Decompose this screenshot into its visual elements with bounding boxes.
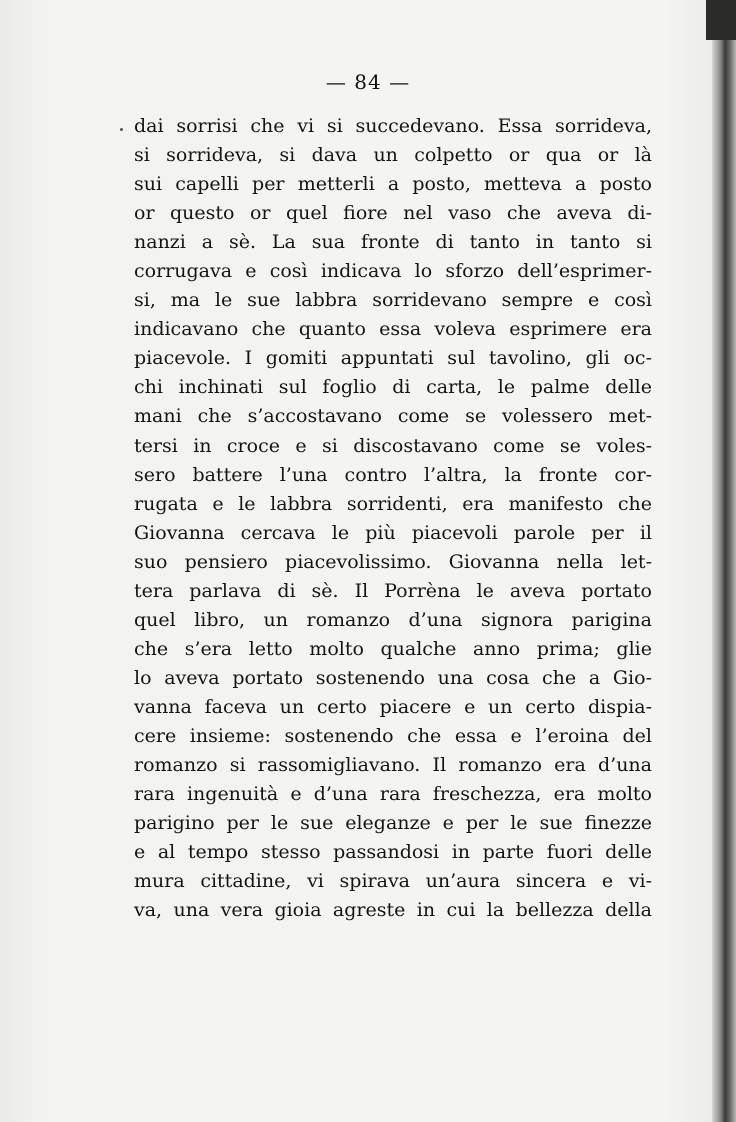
text-line: si, ma le sue labbra sorridevano sempre e così [134,289,652,312]
text-line: romanzo si rassomigliavano. Il romanzo era d’una [134,754,652,777]
text-line: dai sorrisi che vi si succedevano. Essa sorrideva, [134,115,652,137]
text-line: parigino per le sue eleganze e per le sue finezze [134,812,652,835]
text-line: lo aveva portato sostenendo una cosa che a Gio- [134,666,652,689]
scan-binding-edge [712,0,736,1122]
text-line: corrugava e così indicava lo sforzo dell’esprimer- [134,260,652,283]
text-line: va, una vera gioia agreste in cui la bellezza della [134,899,652,922]
text-line: tera parlava di sè. Il Porrèna le aveva portato [134,579,652,602]
text-line: suo pensiero piacevolissimo. Giovanna nella let- [134,550,652,573]
text-line: sero battere l’una contro l’altra, la fronte cor- [134,463,652,486]
text-line: cere insieme: sostenendo che essa e l’eroina del [134,724,652,747]
body-text [134,112,652,925]
text-line: chi inchinati sul foglio di carta, le palme delle [134,376,652,399]
text-line: si sorrideva, si dava un colpetto or qua or là [134,144,652,167]
text-line: quel libro, un romanzo d’una signora parigina [134,608,652,631]
text-line: nanzi a sè. La sua fronte di tanto in tanto si [134,231,652,254]
text-line: che s’era letto molto qualche anno prima; glie [134,637,652,660]
text-line: tersi in croce e si discostavano come se voles- [134,434,652,457]
scan-speck [120,128,123,131]
scan-corner-shadow [706,0,736,40]
text-line: Giovanna cercava le più piacevoli parole per il [134,521,652,544]
text-line: piacevole. I gomiti appuntati sul tavolino, gli oc- [134,347,652,370]
text-line: indicavano che quanto essa voleva esprimere era [134,318,652,341]
text-line: e al tempo stesso passandosi in parte fuori delle [134,841,652,864]
text-line: or questo or quel fiore nel vaso che aveva di- [134,202,652,225]
text-line: mani che s’accostavano come se volessero met- [134,405,652,428]
text-line: vanna faceva un certo piacere e un certo dispia- [134,695,652,718]
page-number: — 84 — [325,70,411,94]
text-line: rugata e le labbra sorridenti, era manifesto che [134,492,652,515]
text-line: rara ingenuità e d’una rara freschezza, era molto [134,783,652,806]
text-line: mura cittadine, vi spirava un’aura sincera e vi- [134,870,652,893]
text-line: sui capelli per metterli a posto, metteva a posto [134,173,652,196]
